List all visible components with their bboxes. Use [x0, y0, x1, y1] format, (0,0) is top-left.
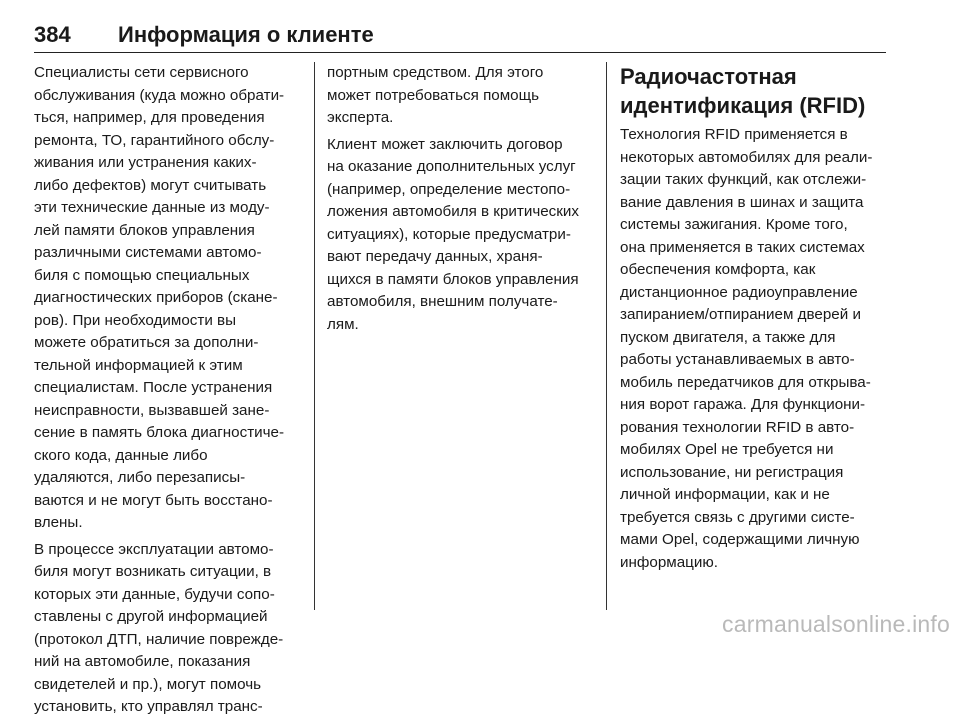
- text-line: неисправности, вызвавшей зане-: [34, 401, 270, 419]
- text-line: автомобиля, внешним получате-: [327, 293, 558, 310]
- text-line: можете обратиться за дополни-: [34, 334, 259, 351]
- text-column-3: [620, 62, 895, 578]
- page-number: 384: [34, 22, 71, 47]
- text-line: ситуациях), которые предусматри-: [327, 225, 571, 243]
- text-line: на оказание дополнительных услуг: [327, 158, 576, 175]
- text-line: мами Opel, содержащими личную: [620, 531, 860, 548]
- text-line: ского кода, данные либо: [34, 446, 208, 464]
- section-heading: [620, 62, 895, 120]
- text-line: Специалисты сети сервисного: [34, 64, 249, 81]
- text-line: диагностических приборов (скане-: [34, 289, 278, 306]
- text-line: требуется связь с другими систе-: [620, 508, 855, 526]
- text-line: лям.: [327, 315, 359, 333]
- paragraph: [34, 539, 309, 719]
- text-line: ставлены с другой информацией: [34, 608, 268, 625]
- text-line: вают передачу данных, храня-: [327, 248, 543, 265]
- text-line: запиранием/отпиранием дверей и: [620, 306, 861, 323]
- watermark: carmanualsonline.info: [722, 611, 950, 637]
- text-column-1: [34, 62, 309, 723]
- text-column-2: [327, 62, 595, 340]
- text-line: биля могут возникать ситуации, в: [34, 563, 272, 580]
- text-line: лей памяти блоков управления: [34, 221, 255, 239]
- paragraph: [327, 134, 595, 337]
- text-line: зации таких функций, как отслежи-: [620, 171, 867, 188]
- text-line: некоторых автомобилях для реали-: [620, 148, 873, 166]
- text-line: влены.: [34, 514, 83, 531]
- text-line: сение в память блока диагностиче-: [34, 424, 285, 441]
- text-line: эти технические данные из моду-: [34, 199, 270, 216]
- text-line: дистанционное радиоуправление: [620, 283, 858, 301]
- text-line: живания или устранения каких-: [34, 154, 257, 171]
- text-line: ться, например, для проведения: [34, 109, 265, 126]
- column-divider: [314, 62, 315, 610]
- paragraph: [34, 62, 309, 535]
- text-line: различными системами автомо-: [34, 244, 262, 261]
- page-title: Информация о клиенте: [118, 22, 374, 47]
- text-line: ремонта, ТО, гарантийного обслу-: [34, 131, 275, 149]
- text-line: (протокол ДТП, наличие поврежде-: [34, 630, 284, 648]
- text-line: В процессе эксплуатации автомо-: [34, 540, 274, 558]
- text-line: ложения автомобиля в критических: [327, 203, 579, 220]
- paragraph: [620, 124, 895, 574]
- text-line: специалистам. После устранения: [34, 379, 273, 396]
- text-line: биля с помощью специальных: [34, 266, 250, 284]
- text-line: которых эти данные, будучи сопо-: [34, 585, 275, 603]
- text-line: информацию.: [620, 553, 718, 571]
- text-line: либо дефектов) могут считывать: [34, 176, 267, 194]
- heading-line: Радиочастотная: [620, 64, 797, 89]
- text-line: Технология RFID применяется в: [620, 126, 848, 143]
- text-line: мобилях Opel не требуется ни: [620, 441, 834, 458]
- text-line: может потребоваться помощь: [327, 86, 540, 104]
- text-line: ния ворот гаража. Для функциони-: [620, 396, 866, 413]
- text-line: свидетелей и пр.), могут помочь: [34, 675, 262, 693]
- text-line: портным средством. Для этого: [327, 64, 544, 81]
- text-line: мобиль передатчиков для открыва-: [620, 373, 871, 391]
- text-line: Клиент может заключить договор: [327, 135, 563, 153]
- text-line: щихся в памяти блоков управления: [327, 270, 579, 288]
- text-line: рования технологии RFID в авто-: [620, 418, 855, 436]
- text-line: ров). При необходимости вы: [34, 311, 237, 329]
- paragraph: [327, 62, 595, 130]
- text-line: эксперта.: [327, 109, 394, 126]
- text-line: вание давления в шинах и защита: [620, 193, 864, 211]
- text-line: она применяется в таких системах: [620, 238, 865, 256]
- text-line: удаляются, либо перезаписы-: [34, 469, 246, 486]
- text-line: (например, определение местопо-: [327, 180, 571, 198]
- text-line: обеспечения комфорта, как: [620, 261, 816, 278]
- text-line: тельной информацией к этим: [34, 356, 243, 374]
- text-line: использование, ни регистрация: [620, 463, 844, 481]
- text-line: обслуживания (куда можно обрати-: [34, 86, 285, 104]
- text-line: пуском двигателя, а также для: [620, 328, 836, 346]
- text-line: работы устанавливаемых в авто-: [620, 351, 855, 368]
- text-line: ний на автомобиле, показания: [34, 653, 251, 670]
- text-line: системы зажигания. Кроме того,: [620, 216, 848, 233]
- text-line: личной информации, как и не: [620, 486, 830, 503]
- page-header: [34, 22, 886, 53]
- text-line: ваются и не могут быть восстано-: [34, 491, 273, 509]
- column-divider: [606, 62, 607, 610]
- heading-line: идентификация (RFID): [620, 93, 866, 118]
- text-line: установить, кто управлял транс-: [34, 698, 263, 715]
